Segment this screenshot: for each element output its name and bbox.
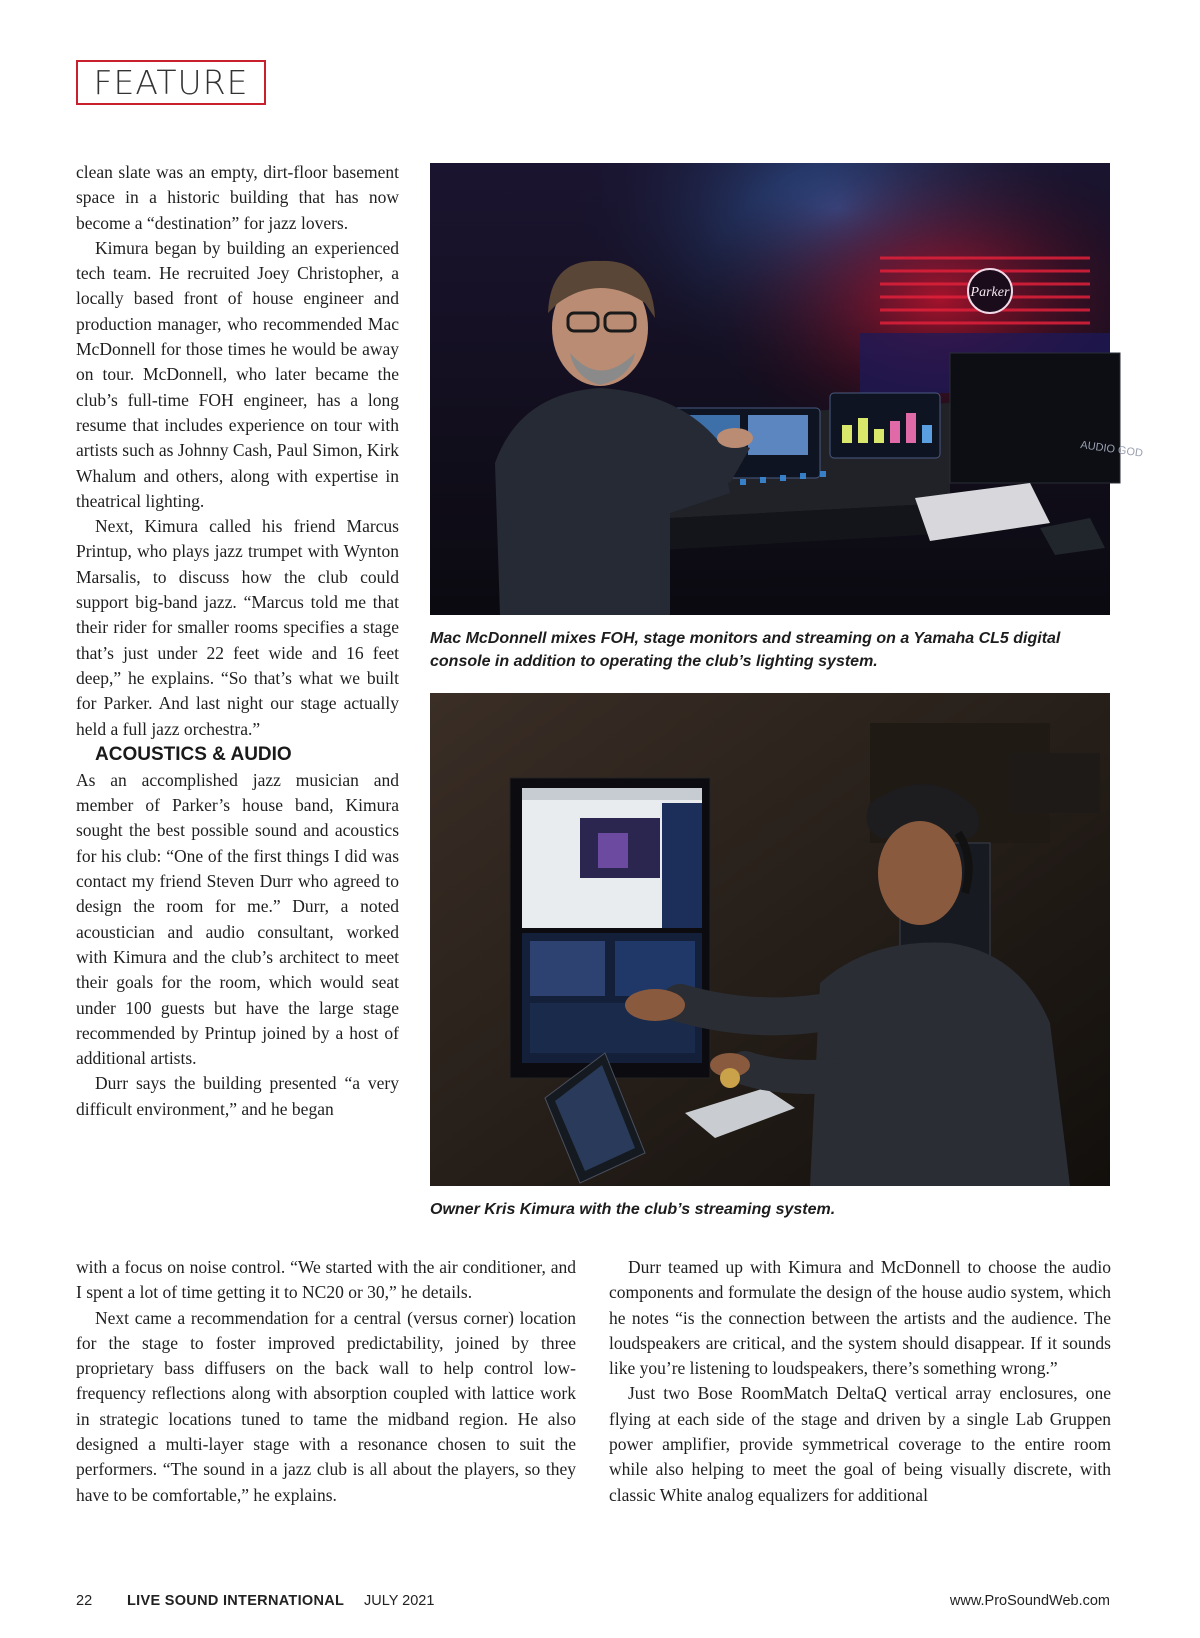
monitor-label-text: AUDIO GOD	[1079, 439, 1144, 460]
photo-caption: Mac McDonnell mixes FOH, stage monitors and streaming on a Yamaha CL5 digital console in addition to operating the club’s lighting system.	[430, 630, 1061, 670]
paragraph: Just two Bose RoomMatch DeltaQ vertical array enclosures, one flying at each side of the stage and driven by a single Lab Gruppen power amplifier, provide symmetrical coverage to the entire room while also helping to meet the goal of being visually discrete, with classic White analog equalizers for additional	[609, 1383, 1111, 1505]
page-number: 22	[76, 1593, 93, 1609]
paragraph: Durr teamed up with Kimura and McDonnell to choose the audio components and formulate the design of the house audio system, which he notes “is the connection between the artists and the audience. The loudspeakers are critical, and the system should disappear. If it sounds like you’re listening to loudspeakers, there’s something wrong.”	[609, 1257, 1111, 1379]
article-column-bottom-right	[609, 1255, 1111, 1508]
paragraph: Next came a recommendation for a central (versus corner) location for the stage to foster improved predictability, joined by three proprietary bass diffusers on the back wall to help control low-frequency reflections along with absorption coupled with lattice work in strategic locations tuned to tame the midband region. He also designed a multi-layer stage with a resonance chosen to suit the performers. “The sound in a jazz club is all about the players, so they have to be comfortable,” he explains.	[76, 1307, 576, 1505]
photo-caption: Owner Kris Kimura with the club’s streaming system.	[430, 1201, 836, 1218]
photo-streaming-system-illustration	[430, 693, 1110, 1186]
issue-date: JULY 2021	[364, 1593, 435, 1609]
photo-foh-engineer-illustration	[430, 163, 1144, 615]
website-link[interactable]: www.ProSoundWeb.com	[949, 1593, 1110, 1609]
article-column-bottom-left	[76, 1255, 576, 1508]
magazine-name: LIVE SOUND INTERNATIONAL	[127, 1593, 345, 1609]
paragraph: with a focus on noise control. “We started with the air conditioner, and I spent a lot of time getting it to NC20 or 30,” he details.	[76, 1257, 576, 1303]
section-heading: ACOUSTICS & AUDIO	[95, 743, 292, 765]
paragraph: Durr says the building presented “a very difficult environment,” and he began	[76, 1073, 399, 1119]
paragraph: clean slate was an empty, dirt-floor basement space in a historic building that has now become a “destination” for jazz lovers.	[76, 162, 399, 233]
photo-streaming-system	[430, 693, 1110, 1186]
paragraph: As an accomplished jazz musician and member of Parker’s house band, Kimura sought the best possible sound and acoustics for his club: “One of the first things I did was contact my friend Steven Durr who agreed to design the room for me.” Durr, a noted acoustician and audio consultant, worked with Kimura and the club’s architect to meet their goals for the room, which would seat under 100 guests but have the large stage recommended by Printup joined by a host of additional artists.	[76, 769, 399, 1069]
paragraph: Next, Kimura called his friend Marcus Printup, who plays jazz trumpet with Wynton Marsalis, to discuss how the club could support big-band jazz. “Marcus told me that their rider for smaller rooms specifies a stage that’s just under 22 feet wide and 16 feet deep,” he explains. “So that’s what we built for Parker. And last night our stage actually held a full jazz orchestra.”	[76, 516, 399, 739]
photo-foh-engineer	[430, 163, 1144, 615]
paragraph: Kimura began by building an experienced tech team. He recruited Joey Christopher, a locally based front of house engineer and production manager, who recommended Mac McDonnell for those times he would be away on tour. McDonnell, who later became the club’s full-time FOH engineer, has a long resume that includes experience on tour with artists such as Johnny Cash, Paul Simon, Kirk Whalum and others, along with expertise in theatrical lighting.	[76, 237, 399, 511]
parker-sign-text: Parker	[970, 285, 1010, 300]
section-label: FEATURE	[76, 60, 266, 105]
article-column-left	[76, 160, 399, 1122]
